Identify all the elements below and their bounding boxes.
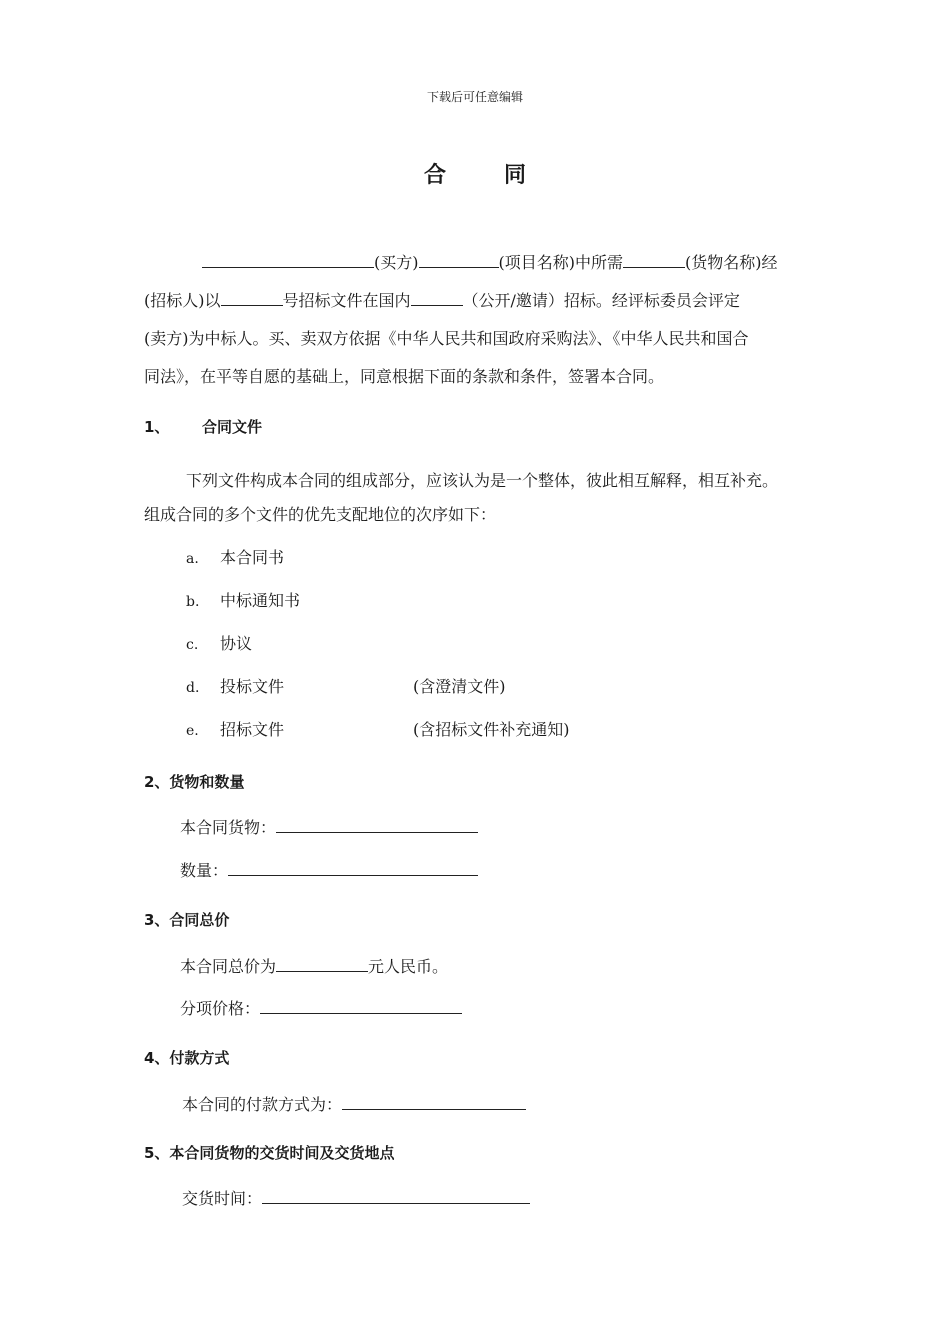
list-item-note: (含招标文件补充通知)	[413, 720, 570, 739]
list-item-text: 投标文件	[220, 677, 285, 696]
delivery-time-row	[182, 1186, 530, 1209]
buyer-label: (买方)	[374, 253, 419, 272]
intro-line-4: 同法》，在平等自愿的基础上，同意根据下面的条款和条件，签署本合同。	[144, 367, 665, 386]
section-4-heading: 4、付款方式	[144, 1049, 230, 1067]
payment-method-field[interactable]	[342, 1093, 526, 1110]
document-title	[0, 158, 950, 189]
buyer-blank[interactable]	[202, 251, 374, 268]
delivery-time-label: 交货时间：	[182, 1189, 263, 1208]
section-2-heading: 2、货物和数量	[144, 773, 245, 791]
goods-row	[180, 815, 478, 838]
list-item-text: 本合同书	[220, 548, 285, 567]
total-label: 本合同总价为	[180, 957, 277, 976]
total-unit: 元人民币。	[368, 957, 449, 976]
goods-field-label: 本合同货物：	[180, 818, 277, 837]
tender-type-label: （公开/邀请）招标。经评标委员会评定	[462, 291, 740, 310]
project-blank[interactable]	[419, 251, 499, 268]
title-char-1: 合	[423, 162, 446, 188]
list-item	[186, 588, 300, 611]
list-item-letter: b.	[186, 594, 200, 610]
tenderer-label: (招标人)以	[144, 291, 221, 310]
list-item	[186, 631, 252, 654]
goods-blank[interactable]	[623, 251, 685, 268]
tender-type-blank[interactable]	[411, 289, 463, 306]
tender-doc-label: 号招标文件在国内	[282, 291, 411, 310]
section-5-heading: 5、本合同货物的交货时间及交货地点	[144, 1144, 395, 1162]
tender-number-blank[interactable]	[221, 289, 283, 306]
itemized-price-field[interactable]	[260, 997, 462, 1014]
list-item	[186, 545, 284, 568]
list-item-letter: c.	[186, 637, 199, 653]
payment-label: 本合同的付款方式为：	[182, 1095, 343, 1114]
project-label: (项目名称)中所需	[498, 253, 623, 272]
list-item-text: 协议	[220, 634, 253, 653]
list-item-text: 中标通知书	[220, 591, 301, 610]
section-1-para-line-2: 组成合同的多个文件的优先支配地位的次序如下：	[144, 505, 497, 524]
list-item-letter: a.	[186, 551, 199, 567]
section-3-heading: 3、合同总价	[144, 911, 230, 929]
goods-label: (货物名称)经	[685, 253, 778, 272]
section-1-heading: 合同文件	[202, 418, 263, 436]
section-1-number: 1、	[144, 418, 170, 436]
header-note: 下载后可任意编辑	[426, 90, 523, 104]
list-item-note: (含澄清文件)	[413, 677, 506, 696]
quantity-field[interactable]	[228, 859, 478, 876]
itemized-row	[180, 996, 462, 1019]
list-item	[186, 674, 284, 697]
list-item-text: 招标文件	[220, 720, 285, 739]
list-item	[186, 717, 284, 740]
list-item-letter: e.	[186, 723, 199, 739]
itemized-label: 分项价格：	[180, 999, 261, 1018]
section-1-para-line-1: 下列文件构成本合同的组成部分，应该认为是一个整体，彼此相互解释，相互补充。	[186, 471, 779, 490]
total-price-field[interactable]	[276, 955, 368, 972]
intro-line-2	[144, 288, 740, 311]
list-item-letter: d.	[186, 680, 200, 696]
quantity-row	[180, 858, 478, 881]
title-char-2: 同	[504, 162, 527, 188]
intro-line-3: (卖方)为中标人。买、卖双方依据《中华人民共和国政府采购法》、《中华人民共和国合	[144, 329, 749, 348]
payment-row	[182, 1092, 526, 1115]
total-row	[180, 954, 448, 977]
quantity-field-label: 数量：	[180, 861, 229, 880]
goods-field[interactable]	[276, 816, 478, 833]
delivery-time-field[interactable]	[262, 1187, 530, 1204]
intro-line-1	[202, 250, 778, 273]
